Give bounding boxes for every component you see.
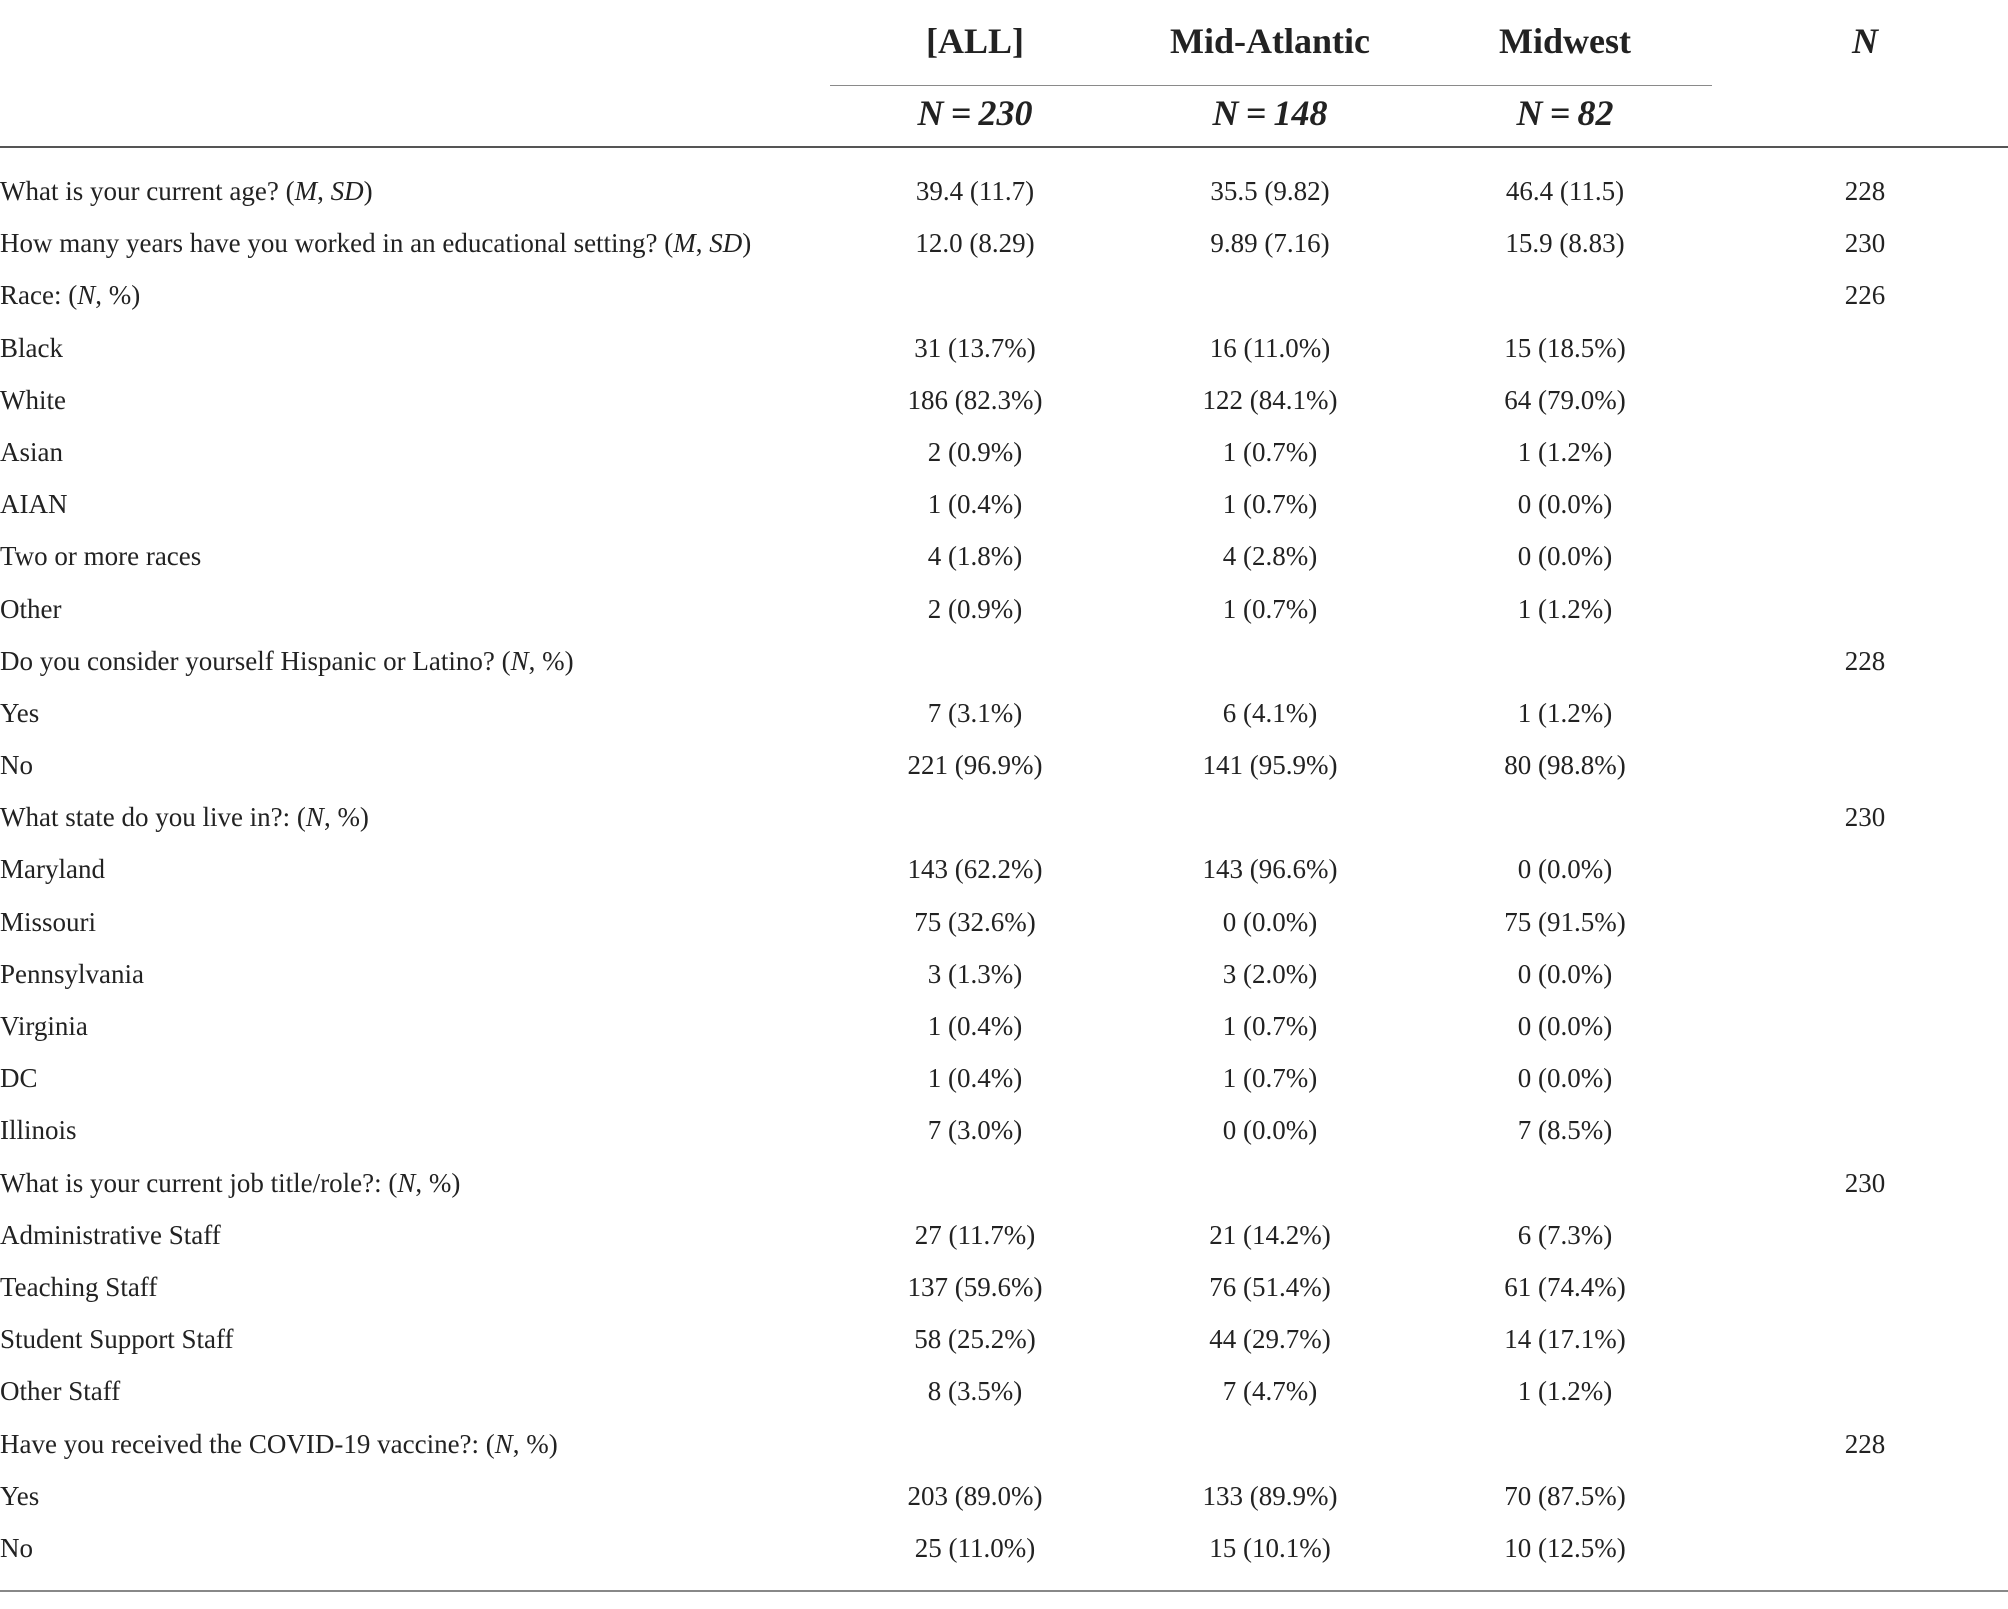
cell-midwest: 0 (0.0%) [1517,489,1613,520]
row-label: Illinois [0,1115,77,1146]
row-label: No [0,750,33,781]
cell-n: 230 [1844,802,1886,833]
subheader-mid-atlantic: N = 148 [1212,93,1328,133]
table-row [0,848,2008,900]
cell-all: 7 (3.1%) [927,697,1023,728]
cell-midwest: 0 (0.0%) [1517,1063,1613,1094]
cell-midwest: 70 (87.5%) [1504,1480,1626,1511]
cell-n: 228 [1844,1428,1886,1459]
cell-all: 25 (11.0%) [914,1532,1036,1563]
table-row [0,1318,2008,1370]
cell-midwest: 64 (79.0%) [1504,384,1626,415]
table-row [0,535,2008,587]
table-row [0,274,2008,326]
table-top-rule [0,146,2008,148]
cell-midwest: 15.9 (8.83) [1505,228,1625,259]
cell-midwest: 1 (1.2%) [1517,436,1613,467]
cell-midwest: 10 (12.5%) [1504,1532,1626,1563]
cell-all: 1 (0.4%) [927,1063,1023,1094]
cell-all: 2 (0.9%) [927,436,1023,467]
table-row [0,1423,2008,1475]
cell-mid-atlantic: 0 (0.0%) [1222,906,1318,937]
cell-all: 4 (1.8%) [927,541,1023,572]
row-label: Two or more races [0,541,202,572]
cell-mid-atlantic: 16 (11.0%) [1209,332,1331,363]
cell-all: 58 (25.2%) [914,1324,1036,1355]
cell-midwest: 61 (74.4%) [1504,1271,1626,1302]
row-label: Black [0,332,63,363]
cell-all: 2 (0.9%) [927,593,1023,624]
row-label: What is your current age? (M, SD) [0,176,373,206]
row-label: Do you consider yourself Hispanic or Latino? (N, %) [0,645,574,676]
cell-all: 7 (3.0%) [927,1115,1023,1146]
row-label: Pennsylvania [0,958,144,989]
cell-mid-atlantic: 1 (0.7%) [1222,1011,1318,1041]
cell-mid-atlantic: 1 (0.7%) [1222,436,1318,467]
row-label: How many years have you worked in an educational setting? (M, SD) [0,228,752,259]
header-midwest: Midwest [1499,21,1631,61]
row-label: AIAN [0,489,68,520]
table-row [0,1266,2008,1318]
row-label: Yes [0,1480,40,1511]
table-row [0,588,2008,640]
cell-mid-atlantic: 35.5 (9.82) [1210,176,1330,206]
table-row [0,327,2008,379]
cell-mid-atlantic: 1 (0.7%) [1222,489,1318,520]
cell-midwest: 80 (98.8%) [1504,750,1626,781]
cell-all: 12.0 (8.29) [915,228,1035,259]
cell-all: 186 (82.3%) [907,384,1043,415]
row-label: Student Support Staff [0,1324,234,1355]
table-row [0,170,2008,222]
cell-mid-atlantic: 44 (29.7%) [1209,1324,1331,1355]
cell-all: 143 (62.2%) [907,854,1043,885]
row-label: Virginia [0,1011,88,1041]
row-label: Other Staff [0,1376,121,1407]
row-label: What state do you live in?: (N, %) [0,802,369,833]
table-row [0,1370,2008,1422]
cell-midwest: 75 (91.5%) [1504,906,1626,937]
row-label: Teaching Staff [0,1271,158,1302]
row-label: What is your current job title/role?: (N, %) [0,1167,461,1198]
cell-mid-atlantic: 4 (2.8%) [1222,541,1318,572]
cell-all: 221 (96.9%) [907,750,1043,781]
cell-midwest: 46.4 (11.5) [1505,176,1625,206]
table-bottom-rule [0,1590,2008,1592]
cell-midwest: 7 (8.5%) [1517,1115,1613,1146]
cell-all: 8 (3.5%) [927,1376,1023,1407]
cell-mid-atlantic: 7 (4.7%) [1222,1376,1318,1407]
row-label: DC [0,1063,38,1094]
cell-mid-atlantic: 9.89 (7.16) [1210,228,1330,259]
table-row [0,1162,2008,1214]
cell-mid-atlantic: 1 (0.7%) [1222,1063,1318,1094]
cell-all: 75 (32.6%) [914,906,1036,937]
cell-mid-atlantic: 1 (0.7%) [1222,593,1318,624]
cell-all: 1 (0.4%) [927,489,1023,520]
table-body [0,170,2008,1579]
subheader-midwest: N = 82 [1516,93,1614,133]
table-row [0,379,2008,431]
cell-midwest: 1 (1.2%) [1517,593,1613,624]
row-label: Administrative Staff [0,1219,221,1250]
cell-all: 1 (0.4%) [927,1011,1023,1041]
header-n: N [1852,21,1878,61]
table-row [0,483,2008,535]
table-row [0,692,2008,744]
table-row [0,1005,2008,1057]
table-row [0,796,2008,848]
cell-mid-atlantic: 141 (95.9%) [1202,750,1338,781]
cell-mid-atlantic: 3 (2.0%) [1222,958,1318,989]
cell-mid-atlantic: 122 (84.1%) [1202,384,1338,415]
table-row [0,1057,2008,1109]
cell-mid-atlantic: 133 (89.9%) [1202,1480,1338,1511]
cell-midwest: 14 (17.1%) [1504,1324,1626,1355]
cell-all: 27 (11.7%) [914,1219,1036,1250]
cell-n: 230 [1844,1167,1886,1198]
cell-all: 203 (89.0%) [907,1480,1043,1511]
cell-all: 3 (1.3%) [927,958,1023,989]
table-row [0,1527,2008,1579]
cell-n: 228 [1844,176,1886,206]
cell-midwest: 0 (0.0%) [1517,854,1613,885]
cell-midwest: 0 (0.0%) [1517,541,1613,572]
table-row [0,1475,2008,1527]
row-label: White [0,384,66,415]
row-label: Missouri [0,906,97,937]
cell-all: 137 (59.6%) [907,1271,1043,1302]
table-row [0,640,2008,692]
cell-all: 39.4 (11.7) [915,176,1035,206]
cell-midwest: 15 (18.5%) [1504,332,1626,363]
header-all: [ALL] [926,21,1024,61]
table-row [0,953,2008,1005]
header-divider [830,85,1712,86]
subheader-all: N = 230 [917,93,1033,133]
row-label: Yes [0,697,40,728]
cell-n: 226 [1844,280,1886,311]
cell-all: 31 (13.7%) [914,332,1036,363]
table-row [0,431,2008,483]
row-label: Asian [0,436,63,467]
cell-mid-atlantic: 6 (4.1%) [1222,697,1318,728]
cell-midwest: 0 (0.0%) [1517,1011,1613,1041]
row-label: Race: (N, %) [0,280,141,311]
table-row [0,1109,2008,1161]
cell-n: 230 [1844,228,1886,259]
cell-midwest: 0 (0.0%) [1517,958,1613,989]
table-row [0,222,2008,274]
cell-midwest: 1 (1.2%) [1517,697,1613,728]
row-label: Other [0,593,62,624]
cell-mid-atlantic: 21 (14.2%) [1209,1219,1331,1250]
header-mid-atlantic: Mid-Atlantic [1170,21,1370,61]
cell-mid-atlantic: 15 (10.1%) [1209,1532,1331,1563]
table-row [0,744,2008,796]
cell-mid-atlantic: 76 (51.4%) [1209,1271,1331,1302]
cell-midwest: 6 (7.3%) [1517,1219,1613,1250]
table-row [0,1214,2008,1266]
row-label: Have you received the COVID-19 vaccine?: (N, %) [0,1428,558,1459]
cell-mid-atlantic: 0 (0.0%) [1222,1115,1318,1146]
cell-mid-atlantic: 143 (96.6%) [1202,854,1338,885]
cell-midwest: 1 (1.2%) [1517,1376,1613,1407]
row-label: No [0,1532,33,1563]
row-label: Maryland [0,854,105,885]
table-row [0,901,2008,953]
cell-n: 228 [1844,645,1886,676]
